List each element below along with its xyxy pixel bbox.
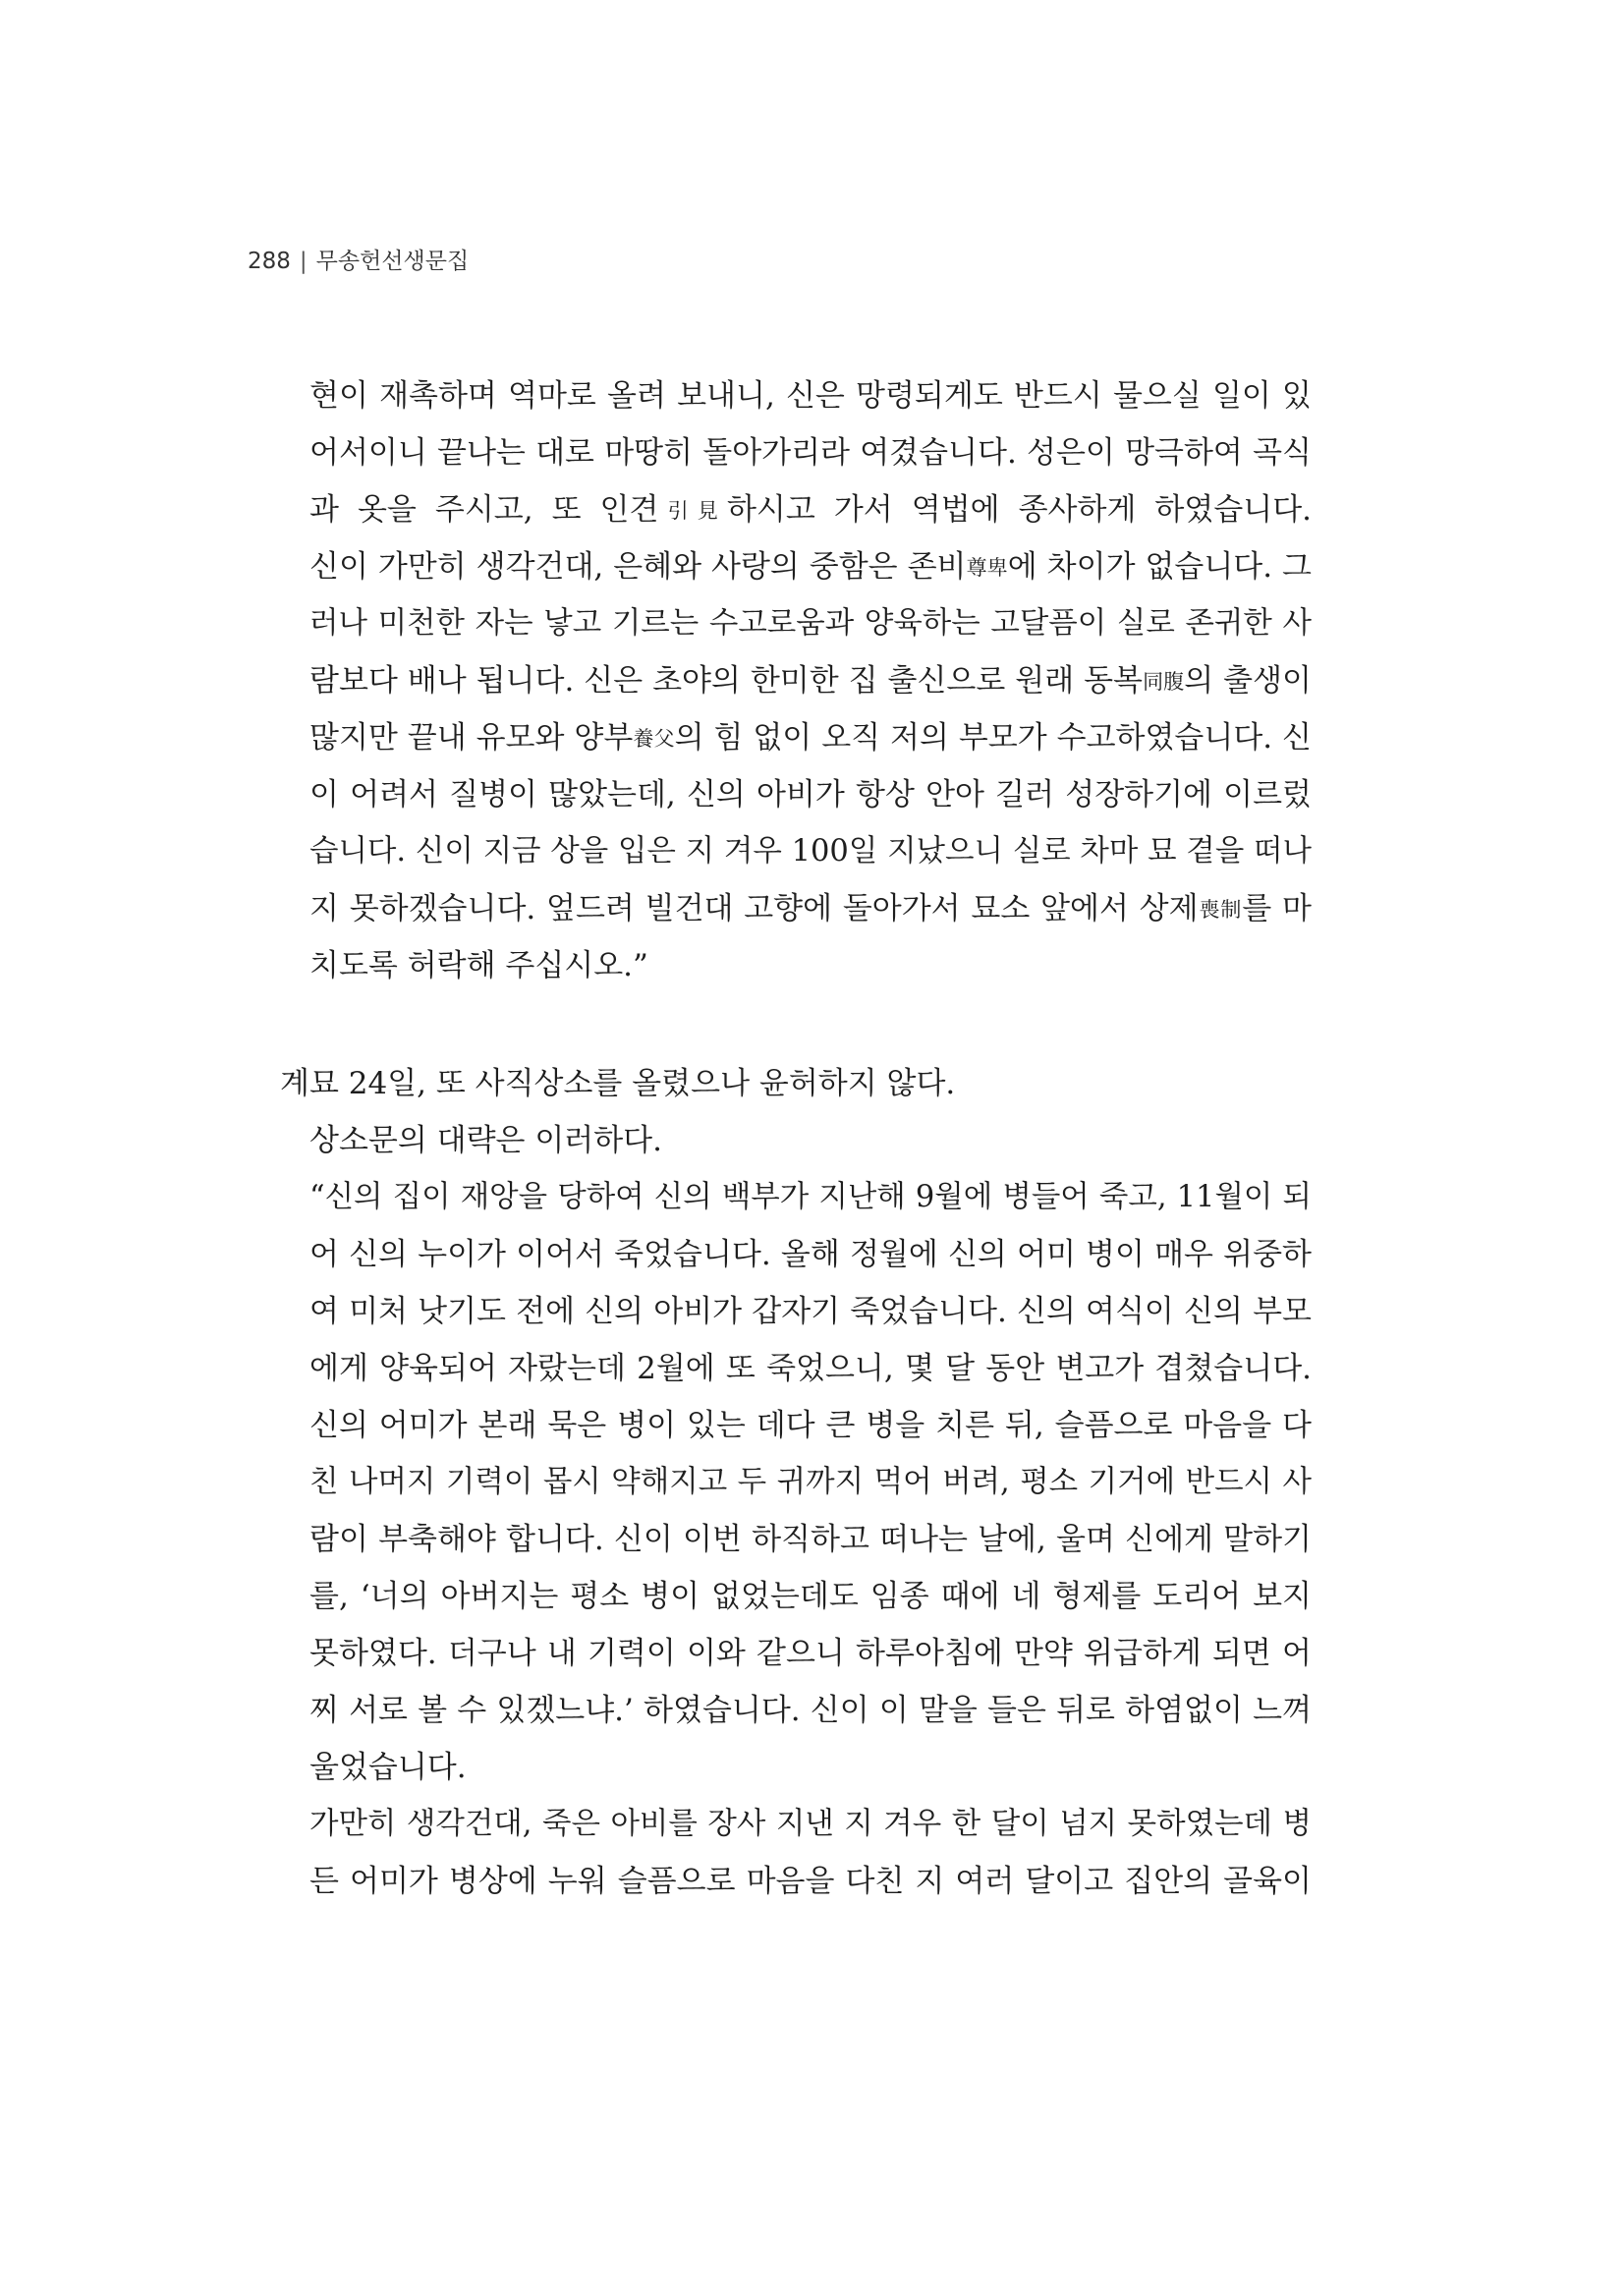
text-run: 의 출생이 — [1184, 663, 1313, 699]
text-line: 치도록 허락해 주십시오.” — [309, 948, 648, 983]
hanja-gloss: 同腹 — [1143, 670, 1185, 694]
text-line: 람이 부축해야 합니다. 신이 이번 하직하고 떠나는 날에, 울며 신에게 말하기 — [309, 1522, 1312, 1557]
text-line: 친 나머지 기력이 몹시 약해지고 두 귀까지 먹어 버려, 평소 기거에 반드시 사 — [309, 1465, 1312, 1499]
page-number: 288 — [248, 249, 291, 274]
text-line: 신의 어미가 본래 묵은 병이 있는 데다 큰 병을 치른 뒤, 슬픔으로 마음을 다 — [309, 1408, 1312, 1443]
text-run: 람보다 배나 됩니다. 신은 초야의 한미한 집 출신으로 원래 동복 — [309, 663, 1143, 699]
text-run: 지 못하겠습니다. 엎드려 빌건대 고향에 돌아가서 묘소 앞에서 상제 — [309, 891, 1199, 926]
text-run: 많지만 끝내 유모와 양부 — [309, 720, 634, 756]
entry-heading: 계묘 24일, 또 사직상소를 올렸으나 윤허하지 않다. — [280, 1066, 956, 1101]
hanja-gloss: 養父 — [633, 727, 675, 751]
text-run: 하시고 가서 역법에 종사하게 하였습니다. — [726, 492, 1313, 528]
text-line: 현이 재촉하며 역마로 올려 보내니, 신은 망령되게도 반드시 물으실 일이 있 — [309, 378, 1312, 414]
text-line: 여 미처 낫기도 전에 신의 아비가 갑자기 죽었습니다. 신의 여식이 신의 부모 — [309, 1294, 1312, 1329]
text-line: 든 어미가 병상에 누워 슬픔으로 마음을 다친 지 여러 달이고 집안의 골육이 — [309, 1864, 1312, 1899]
text-line: 어 신의 누이가 이어서 죽었습니다. 올해 정월에 신의 어미 병이 매우 위중하 — [309, 1237, 1312, 1272]
text-line: 러나 미천한 자는 낳고 기르는 수고로움과 양육하는 고달픔이 실로 존귀한 사 — [309, 606, 1312, 641]
hanja-gloss: 尊卑 — [966, 556, 1008, 580]
text-line: 못하였다. 더구나 내 기력이 이와 같으니 하루아침에 만약 위급하게 되면 어 — [309, 1636, 1312, 1671]
text-line: 에게 양육되어 자랐는데 2월에 또 죽었으니, 몇 달 동안 변고가 겹쳤습니다. — [309, 1351, 1312, 1386]
text-line: 이 어려서 질병이 많았는데, 신의 아비가 항상 안아 길러 성장하기에 이르렀 — [309, 777, 1312, 812]
text-line: 울었습니다. — [309, 1750, 467, 1785]
hanja-gloss: 引見 — [658, 499, 727, 523]
text-run: 과 옷을 주시고, 또 인견 — [309, 492, 659, 528]
text-line: 를, ‘너의 아버지는 평소 병이 없었는데도 임종 때에 네 형제를 도리어 보지 — [309, 1579, 1312, 1614]
text-line — [309, 889, 1312, 928]
running-head — [248, 247, 469, 276]
text-line: 가만히 생각건대, 죽은 아비를 장사 지낸 지 겨우 한 달이 넘지 못하였는데 병 — [309, 1807, 1312, 1841]
text-run: 신이 가만히 생각건대, 은혜와 사랑의 중함은 존비 — [309, 549, 967, 585]
text-line — [309, 661, 1312, 700]
text-line — [309, 718, 1312, 757]
text-run: 를 마 — [1242, 891, 1313, 926]
hanja-gloss: 喪制 — [1198, 898, 1243, 922]
text-run: 에 차이가 없습니다. 그 — [1007, 549, 1312, 585]
book-title: 무송헌선생문집 — [315, 249, 470, 274]
text-line — [309, 490, 1312, 530]
header-separator: | — [299, 249, 308, 274]
text-run: 의 힘 없이 오직 저의 부모가 수고하였습니다. 신 — [674, 720, 1313, 756]
text-line: “신의 집이 재앙을 당하여 신의 백부가 지난해 9월에 병들어 죽고, 11월이 되 — [309, 1180, 1312, 1214]
text-line: 찌 서로 볼 수 있겠느냐.’ 하였습니다. 신이 이 말을 들은 뒤로 하염없이 느껴 — [309, 1693, 1312, 1728]
text-line: 습니다. 신이 지금 상을 입은 지 겨우 100일 지났으니 실로 차마 묘 곁을 떠나 — [309, 834, 1312, 868]
text-line — [309, 547, 1312, 587]
text-line: 상소문의 대략은 이러하다. — [309, 1123, 662, 1158]
text-line: 어서이니 끝나는 대로 마땅히 돌아가리라 여겼습니다. 성은이 망극하여 곡식 — [309, 435, 1312, 471]
